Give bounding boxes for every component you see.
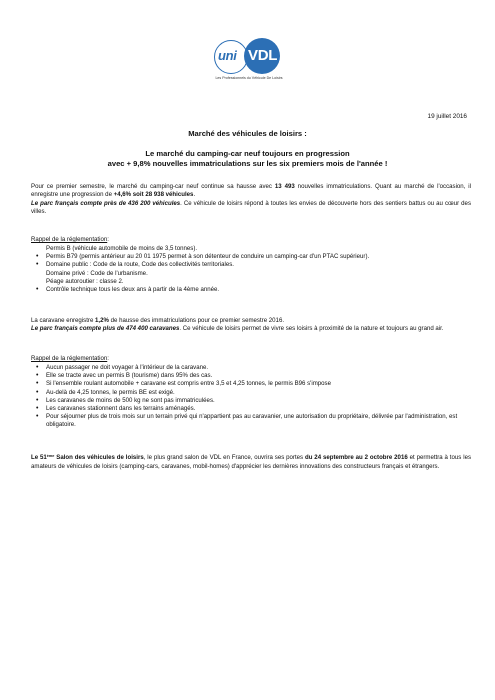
- list-item: • Contrôle technique tous les deux ans à partir de la 4ème année.: [36, 286, 466, 294]
- subtitle-line-1: Le marché du camping-car neuf toujours en progression: [145, 149, 350, 158]
- list-item: • Elle se tracte avec un permis B (tourisme) dans 95% des cas.: [36, 372, 466, 380]
- label-suffix: :: [107, 355, 109, 362]
- list-item: Péage autoroutier : classe 2.: [46, 277, 124, 285]
- registrations-count: 13 493: [274, 183, 295, 190]
- used-market-growth: +4,6% soit 28 938 véhicules: [113, 191, 194, 199]
- camping-car-fleet: Le parc français compte près de 436 200 véhicules: [31, 199, 181, 207]
- regulation-list-camping-car: [36, 245, 466, 294]
- univdl-logo: [208, 32, 290, 90]
- text-run: . Ce véhicule de loisirs répond à toutes les envies de découverte hors des sentiers battus ou au cœur des villes.: [31, 199, 471, 216]
- text-run: .: [193, 191, 196, 199]
- label-text: Rappel de la réglementation: [31, 236, 108, 243]
- text-run: . Ce véhicule de loisirs permet de vivre ses loisirs à proximité de la nature et toujours au grand air.: [179, 325, 444, 333]
- camping-car-paragraph: [31, 183, 471, 217]
- edition-suffix: ème: [46, 454, 55, 458]
- list-item: • Si l'ensemble roulant automobile + caravane est compris entre 3,5 et 4,25 tonnes, le permis B96 s'impose: [36, 380, 466, 388]
- list-item: • Pour séjourner plus de trois mois sur un terrain privé qui n'appartient pas au caravanier, une autorisation du propriétaire, délivrée par l'administration, est obligatoire.: [36, 413, 466, 429]
- text-run: , le plus grand salon de VDL en France, ouvrira ses portes: [143, 454, 305, 462]
- text-run: Pour ce premier semestre, le marché du camping-car neuf continue sa hausse avec: [31, 183, 275, 190]
- text-run: et permettra à tous les amateurs de véhicules de loisirs (camping-cars, caravanes, mobil-homes) d'apprécier les dernières innovations des constructeurs français et étrangers.: [31, 454, 471, 470]
- list-item: Domaine privé : Code de l'urbanisme.: [46, 269, 148, 277]
- logo-uni-text: uni: [218, 48, 237, 63]
- list-item: • Permis B79 (permis antérieur au 20 01 1975 permet à son détenteur de conduire un camping-car d'un PTAC supérieur).: [36, 253, 466, 261]
- document-subtitle: [0, 149, 495, 168]
- text-run: La caravane enregistre: [31, 317, 96, 324]
- list-item: • Domaine public : Code de la route, Code des collectivités territoriales.: [36, 261, 466, 269]
- regulation-label-caravane: [31, 355, 109, 363]
- label-text: Rappel de la réglementation: [31, 355, 108, 362]
- text-run: nouvelles immatriculations. Quant au marché de l'occasion, il enregistre une progression de: [31, 183, 472, 199]
- salon-paragraph: [31, 452, 471, 471]
- list-item: • Les caravanes stationnent dans les terrains aménagés.: [36, 405, 466, 413]
- list-item: • Aucun passager ne doit voyager à l'intérieur de la caravane.: [36, 364, 466, 372]
- logo-vdl-text: VDL: [248, 47, 278, 64]
- caravane-fleet: Le parc français compte plus de 474 400 caravanes: [31, 325, 180, 333]
- text-run: de hausse des immatriculations pour ce premier semestre 2016.: [108, 317, 285, 324]
- document-date: 19 juillet 2016: [427, 113, 467, 120]
- salon-name: Salon des véhicules de loisirs: [54, 454, 144, 462]
- label-suffix: :: [107, 236, 109, 243]
- caravane-paragraph: [31, 317, 471, 334]
- list-item: Permis B (véhicule automobile de moins de 3,5 tonnes).: [46, 245, 198, 252]
- list-item: • Au-delà de 4,25 tonnes, le permis BE est exigé.: [36, 389, 466, 397]
- list-item: • Les caravanes de moins de 500 kg ne sont pas immatriculées.: [36, 397, 466, 405]
- caravane-growth: 1,2%: [95, 317, 109, 324]
- salon-dates: du 24 septembre au 2 octobre 2016: [304, 454, 408, 462]
- regulation-list-caravane: [36, 364, 466, 430]
- logo-mark: [208, 38, 290, 74]
- subtitle-line-2: avec + 9,8% nouvelles immatriculations sur les six premiers mois de l'année !: [107, 158, 388, 168]
- document-title: Marché des véhicules de loisirs :: [188, 129, 307, 138]
- regulation-label-camping-car: [31, 236, 109, 244]
- logo-tagline: Les Professionnels du Véhicule De Loisirs: [215, 76, 283, 80]
- salon-edition: Le 51: [31, 454, 47, 462]
